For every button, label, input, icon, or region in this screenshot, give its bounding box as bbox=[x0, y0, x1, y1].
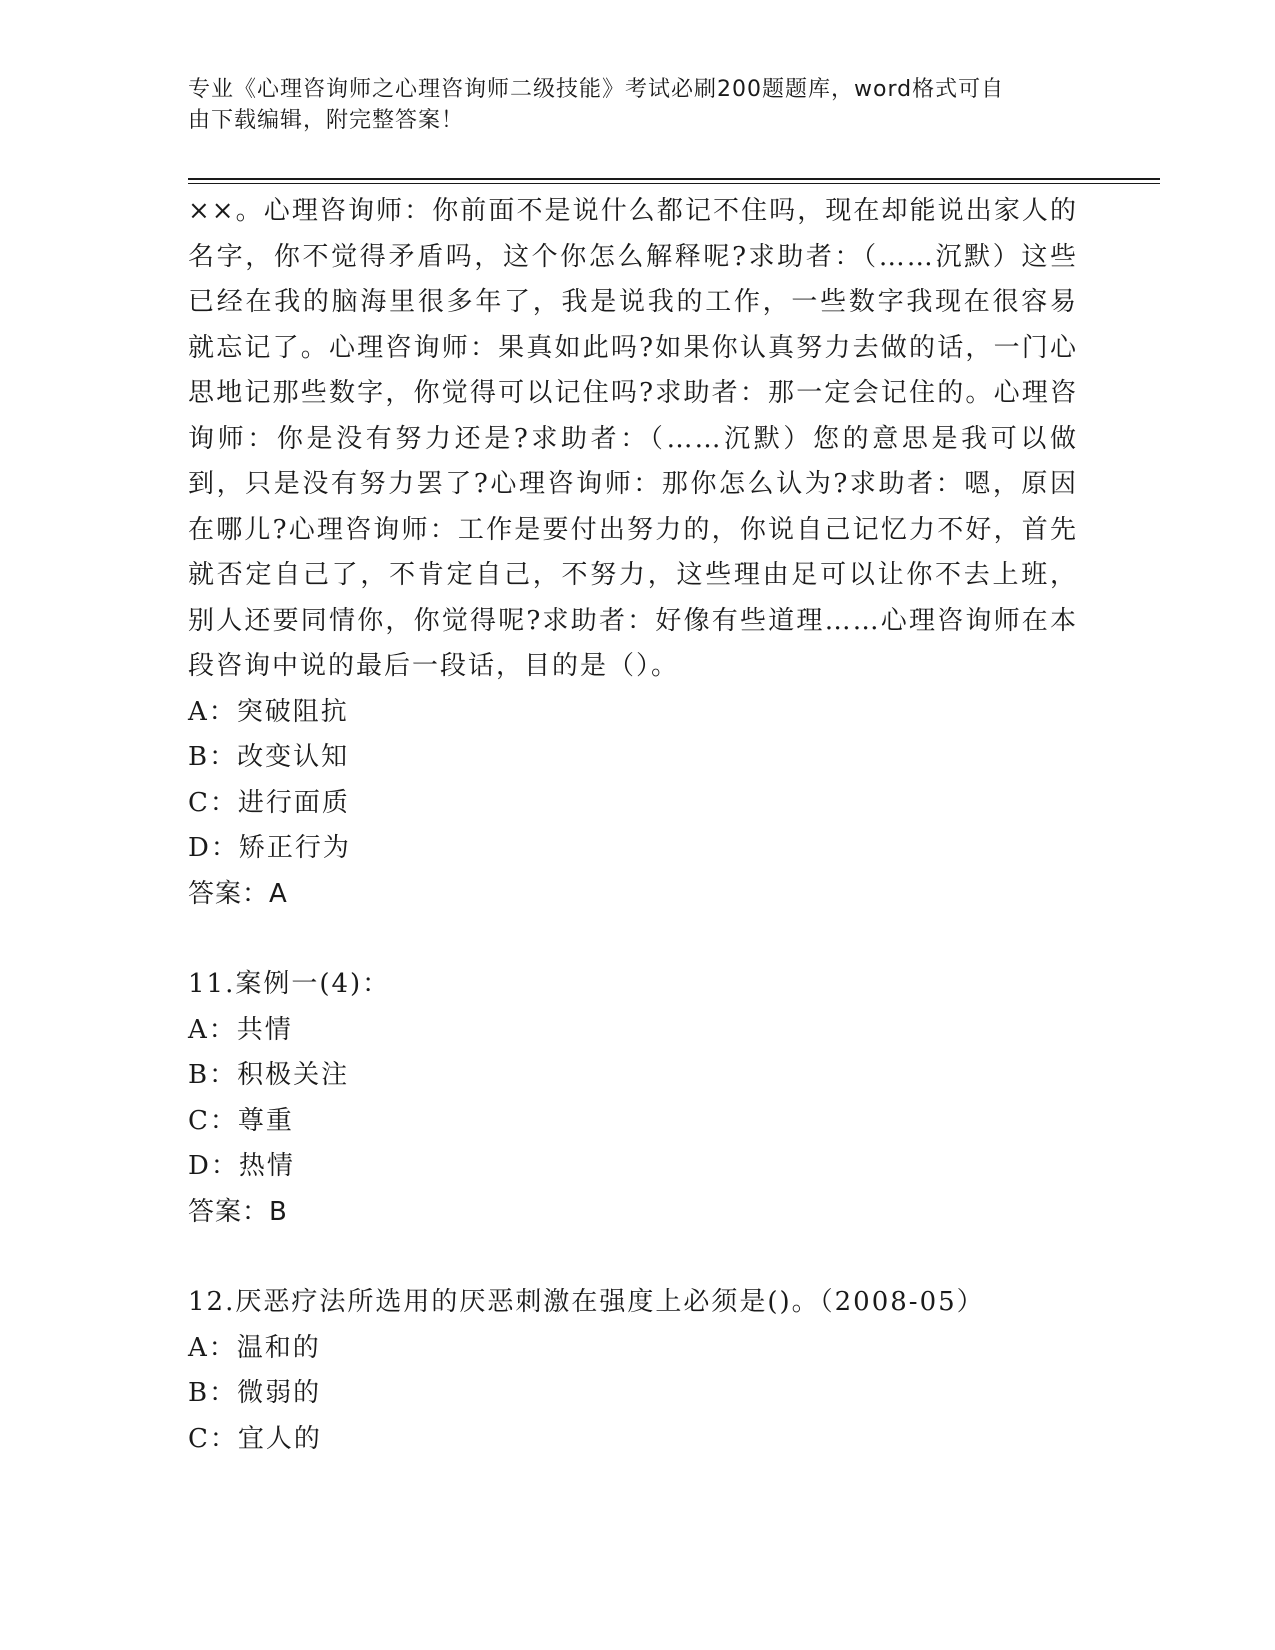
option-b: B：改变认知 bbox=[188, 742, 350, 772]
option-c: C：尊重 bbox=[188, 1105, 294, 1136]
header-line-2: 由下载编辑，附完整答案！ bbox=[188, 108, 465, 133]
header-divider-thin bbox=[188, 183, 1160, 184]
header-divider-thick bbox=[188, 178, 1160, 180]
spacer bbox=[188, 917, 1078, 962]
question-11 bbox=[188, 962, 1078, 1235]
option-a: A：共情 bbox=[188, 1014, 293, 1045]
option-a: A：温和的 bbox=[188, 1332, 321, 1363]
option-c: C：进行面质 bbox=[188, 787, 350, 818]
question-content bbox=[188, 189, 1078, 1462]
option-a: A：突破阻抗 bbox=[188, 696, 349, 727]
spacer bbox=[188, 1235, 1078, 1280]
document-header bbox=[188, 74, 1068, 136]
option-c: C：宜人的 bbox=[188, 1423, 322, 1454]
question-10 bbox=[188, 189, 1078, 917]
option-b: B：积极关注 bbox=[188, 1060, 350, 1090]
option-d: D：热情 bbox=[188, 1151, 295, 1181]
question-10-stem: ××。心理咨询师：你前面不是说什么都记不住吗，现在却能说出家人的名字，你不觉得矛盾吗，这个你怎么解释呢?求助者：（……沉默）这些已经在我的脑海里很多年了，我是说我的工作，一些数字我现在很容易就忘记了。心理咨询师：果真如此吗?如果你认真努力去做的话，一门心思地记那些数字，你觉得可以记住吗?求助者：那一定会记住的。心理咨询师：你是没有努力还是?求助者：（……沉默）您的意思是我可以做到，只是没有努力罢了?心理咨询师：那你怎么认为?求助者：嗯，原因在哪儿?心理咨询师：工作是要付出努力的，你说自己记忆力不好，首先就否定自己了，不肯定自己，不努力，这些理由足可以让你不去上班，别人还要同情你，你觉得呢?求助者：好像有些道理……心理咨询师在本段咨询中说的最后一段话，目的是（）。 bbox=[188, 196, 1078, 681]
question-11-title: 11.案例一(4)： bbox=[188, 969, 391, 999]
answer-label: 答案：A bbox=[188, 878, 288, 909]
answer-label: 答案：B bbox=[188, 1196, 288, 1227]
question-12 bbox=[188, 1280, 1078, 1462]
option-b: B：微弱的 bbox=[188, 1378, 322, 1408]
header-line-1: 专业《心理咨询师之心理咨询师二级技能》考试必刷200题题库，word格式可自 bbox=[188, 77, 1005, 102]
question-12-title: 12.厌恶疗法所选用的厌恶刺激在强度上必须是()。（2008-05） bbox=[188, 1287, 985, 1317]
option-d: D：矫正行为 bbox=[188, 833, 351, 863]
